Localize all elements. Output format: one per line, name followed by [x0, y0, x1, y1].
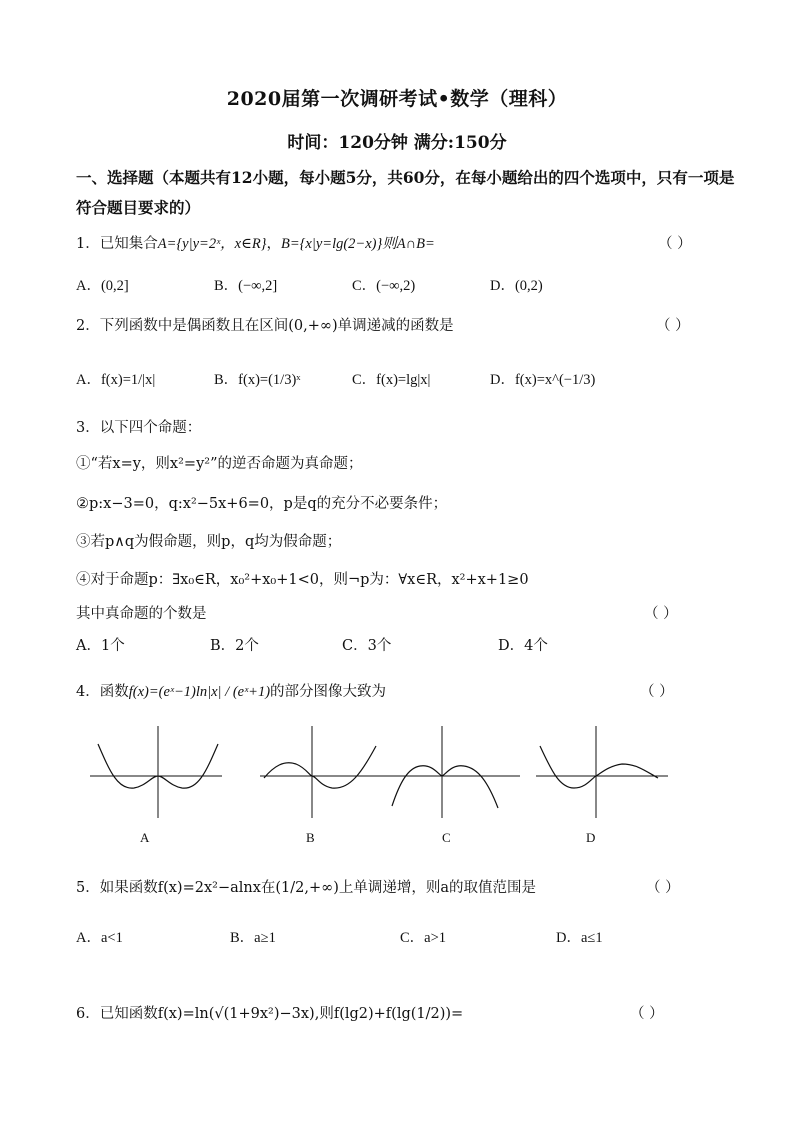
q2-option-a: A．f(x)=1/|x|	[76, 372, 156, 388]
q1-suffix: 则A∩B=	[382, 236, 435, 252]
q5-option-d: D．a≤1	[556, 930, 603, 946]
graph-label-c: C	[442, 830, 451, 845]
section-heading: 一、选择题（本题共有12小题，每小题5分，共60分，在每小题给出的四个选项中，只有一项是符合题目要求的）	[76, 168, 735, 217]
graph-c	[386, 722, 526, 822]
q5-option-a: A．a<1	[76, 930, 123, 946]
q2-option-b: B．f(x)=(1/3)ˣ	[214, 372, 301, 388]
q5-answer-paren: （ ）	[646, 880, 680, 896]
q4-answer-paren: （ ）	[640, 684, 674, 700]
q1-sep: ，	[266, 236, 281, 252]
q2-option-c: C．f(x)=lg|x|	[352, 372, 431, 388]
q4-suffix: 的部分图像大致为	[270, 684, 387, 700]
q3-statement-3: ③若p∧q为假命题，则p，q均为假命题；	[76, 534, 342, 550]
q4-graphs	[76, 722, 676, 857]
q3-option-d: D．4个	[498, 638, 548, 654]
q5-stem: 5．如果函数f(x)=2x²−alnx在(1/2,+∞)上单调递增，则a的取值范围是	[76, 880, 537, 896]
q1-option-c: C．(−∞,2)	[352, 278, 416, 294]
q4-prefix: 4．函数	[76, 684, 129, 700]
q2-answer-paren: （ ）	[656, 318, 690, 334]
q3-statement-1: ①“若x=y，则x²=y²”的逆否命题为真命题；	[76, 456, 363, 472]
q3-option-c: C．3个	[342, 638, 392, 654]
q1-set-b: B={x|y=lg(2−x)}	[280, 236, 383, 252]
q4-stem	[76, 680, 386, 701]
q5-option-c: C．a>1	[400, 930, 447, 946]
q3-statement-2: ②p:x−3=0，q:x²−5x+6=0，p是q的充分不必要条件；	[76, 496, 448, 512]
q1-set-a: A={y|y=2ˣ，x∈R}	[157, 236, 267, 252]
q1-option-d: D．(0,2)	[490, 278, 543, 294]
q1-stem	[76, 232, 435, 253]
q3-stem: 3．以下四个命题：	[76, 420, 202, 436]
q2-stem: 2．下列函数中是偶函数且在区间(0,+∞)单调递减的函数是	[76, 318, 454, 334]
graph-d	[534, 722, 674, 822]
graph-b	[258, 722, 398, 822]
q3-ask: 其中真命题的个数是	[76, 606, 207, 622]
q3-statement-4: ④对于命题p：∃x₀∈R，x₀²+x₀+1<0，则¬p为：∀x∈R，x²+x+1≥0	[76, 572, 529, 588]
q5-option-b: B．a≥1	[230, 930, 276, 946]
graph-label-d: D	[586, 830, 596, 845]
graph-a	[88, 722, 228, 822]
q3-option-a: A．1个	[76, 638, 125, 654]
graph-label-b: B	[306, 830, 315, 845]
exam-subtitle: 时间：120分钟 满分:150分	[287, 133, 507, 153]
q1-option-b: B．(−∞,2]	[214, 278, 278, 294]
exam-title: 2020届第一次调研考试•数学（理科）	[226, 88, 568, 110]
q3-answer-paren: （ ）	[644, 606, 678, 622]
q3-option-b: B．2个	[210, 638, 259, 654]
q1-answer-paren: （ ）	[658, 236, 692, 252]
graph-label-a: A	[140, 830, 150, 845]
curve	[540, 746, 658, 788]
q6-answer-paren: （ ）	[630, 1006, 664, 1022]
q4-function: f(x)=(eˣ−1)ln|x| / (eˣ+1)	[128, 684, 271, 700]
q6-stem: 6．已知函数f(x)=ln(√(1+9x²)−3x),则f(lg2)+f(lg(1/2))=	[76, 1006, 464, 1022]
curve	[392, 766, 498, 808]
q2-option-d: D．f(x)=x^(−1/3)	[490, 372, 596, 388]
q1-option-a: A．(0,2]	[76, 278, 129, 294]
curve	[264, 746, 376, 788]
q1-prefix: 1．已知集合	[76, 236, 158, 252]
